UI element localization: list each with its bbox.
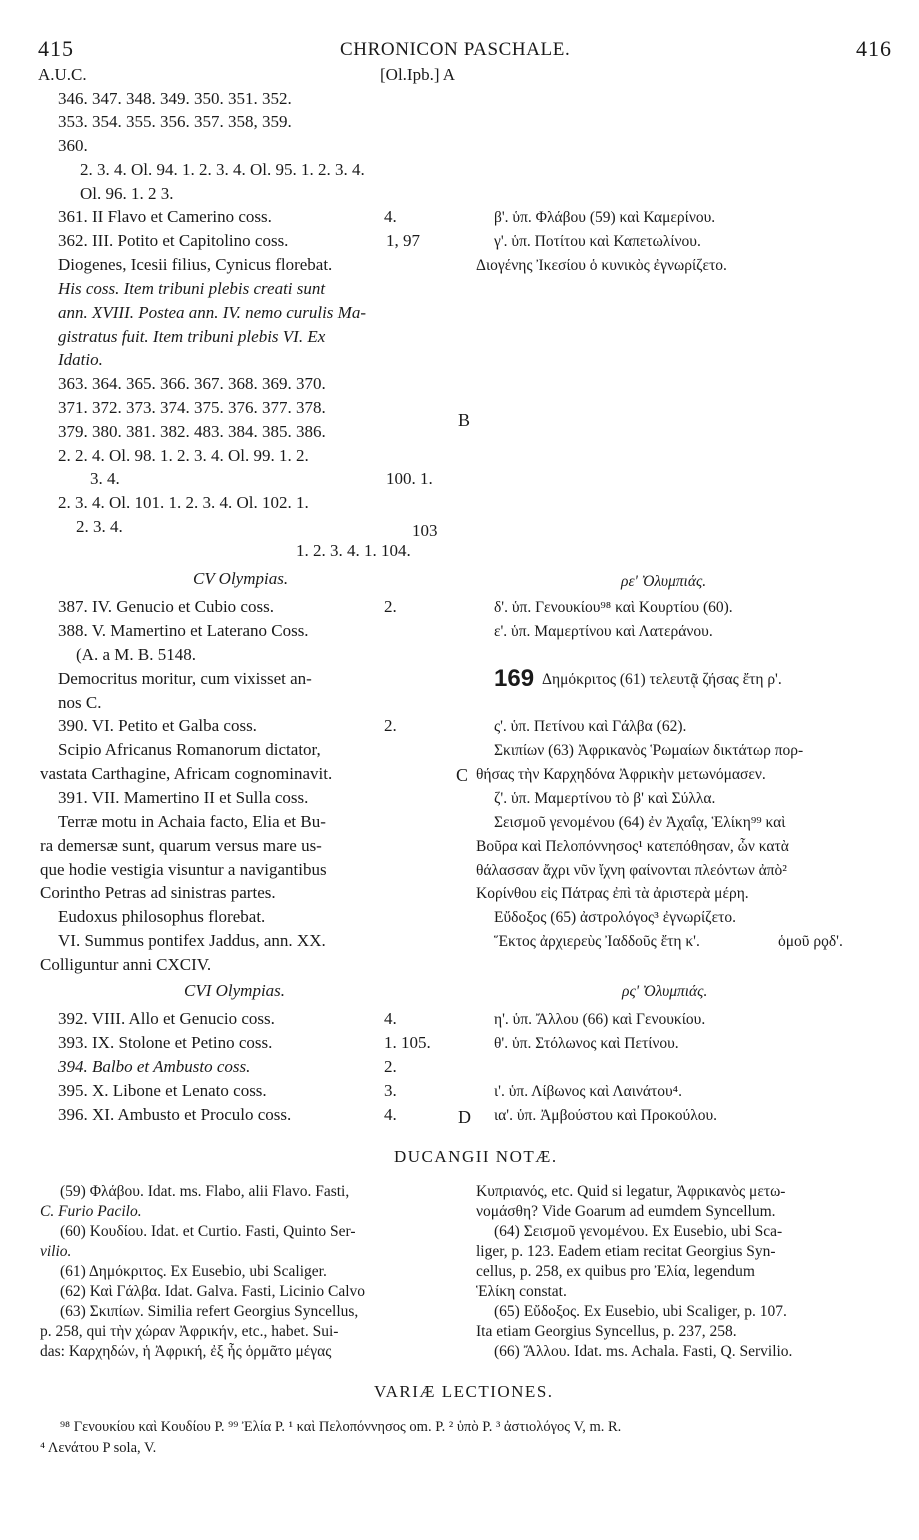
margin-letter-b: B: [458, 410, 471, 430]
greek-line: Διογένης Ἰκεσίου ὁ κυνικὸς ἐγνωρίζετο.: [476, 257, 727, 274]
olympiad-line: 2. 2. 4. Ol. 98. 1. 2. 3. 4. Ol. 99. 1. 2.: [58, 446, 309, 465]
olympiad-year: 2.: [384, 1057, 397, 1076]
olympiad-line: 3. 4.: [90, 469, 120, 488]
greek-line: Βοῦρα καὶ Πελοπόννησος¹ κατεπόθησαν, ὧν κατὰ: [476, 838, 789, 855]
margin-letter-c: C: [456, 765, 469, 785]
year-line: 363. 364. 365. 366. 367. 368. 369. 370.: [58, 374, 326, 393]
consul-entry: 388. V. Mamertino et Laterano Coss.: [58, 621, 309, 640]
note-line: das: Καρχηδών, ἡ Ἀφρική, ἐξ ἧς ὁρμᾶτο μέγας: [40, 1343, 332, 1360]
note-line: Ἑλίκη constat.: [476, 1283, 567, 1300]
year-line: 346. 347. 348. 349. 350. 351. 352.: [58, 89, 292, 108]
left-page-number: 415: [38, 36, 74, 61]
note-line: (59) Φλάβου. Idat. ms. Flabo, alii Flavo. Fasti,: [60, 1183, 350, 1200]
note-line: νομάσθη? Vide Goarum ad eumdem Syncellum.: [476, 1203, 776, 1220]
note-line: (65) Εὔδοξος. Ex Eusebio, ubi Scaliger, p. 107.: [494, 1303, 787, 1320]
greek-line: θ'. ὑπ. Στόλωνος καὶ Πετίνου.: [494, 1035, 679, 1052]
olympiad-year: 2.: [384, 716, 397, 735]
greek-line: Εὔδοξος (65) ἀστρολόγος³ ἐγνωρίζετο.: [494, 909, 736, 926]
olympiad-heading: CV Olympias.: [193, 569, 289, 588]
note-line: p. 258, qui τὴν χώραν Ἀφρικήν, etc., habet. Sui-: [40, 1323, 339, 1340]
olympiad-year: 3.: [384, 1081, 397, 1100]
greek-line: ι'. ὑπ. Λίβωνος καὶ Λαινάτου⁴.: [494, 1083, 682, 1100]
notes-heading: DUCANGII NOTÆ.: [394, 1147, 558, 1166]
variant-line: ⁴ Λενάτου P sola, V.: [40, 1440, 157, 1456]
text-line: VI. Summus pontifex Jaddus, ann. XX.: [58, 931, 326, 950]
text-line: gistratus fuit. Item tribuni plebis VI. Ex: [58, 327, 326, 346]
text-line: ann. XVIII. Postea ann. IV. nemo curulis Ma-: [58, 303, 366, 322]
olympiad-year: 100. 1.: [386, 469, 433, 488]
text-line: Corintho Petras ad sinistras partes.: [40, 883, 276, 902]
greek-line: γ'. ὑπ. Ποτίτου καὶ Καπετωλίνου.: [494, 233, 701, 250]
text-line: nos C.: [58, 693, 102, 712]
consul-entry: 395. X. Libone et Lenato coss.: [58, 1081, 267, 1100]
text-line: Terræ motu in Achaia facto, Elia et Bu-: [58, 812, 326, 831]
margin-letter-d: D: [458, 1107, 471, 1127]
text-line: vastata Carthagine, Africam cognominavit.: [40, 764, 333, 783]
greek-line: ὁμοῦ ρϙδ'.: [778, 933, 843, 950]
consul-entry: 396. XI. Ambusto et Proculo coss.: [58, 1105, 292, 1124]
consul-entry: 387. IV. Genucio et Cubio coss.: [58, 597, 274, 616]
note-line: (62) Καὶ Γάλβα. Idat. Galva. Fasti, Licinio Calvo: [60, 1283, 366, 1300]
greek-line: Δημόκριτος (61) τελευτᾷ ζήσας ἔτη ρ'.: [542, 671, 782, 688]
olympiad-line: 1. 2. 3. 4. 1. 104.: [296, 541, 411, 560]
text-line: Idatio.: [58, 350, 103, 369]
greek-line: β'. ὑπ. Φλάβου (59) καὶ Καμερίνου.: [494, 209, 716, 226]
greek-line: ια'. ὑπ. Ἀμβούστου καὶ Προκούλου.: [494, 1107, 718, 1124]
olympiad-year: 4.: [384, 207, 397, 226]
variant-line: ⁹⁸ Γενουκίου καὶ Κουδίου P. ⁹⁹ Ἐλία P. ¹ καὶ Πελοπόννησος om. P. ² ὑπὸ P. ³ ἀστιολόγος V, m. R.: [60, 1419, 622, 1435]
olympiad-line: Ol. 96. 1. 2 3.: [80, 184, 174, 203]
consul-entry: 393. IX. Stolone et Petino coss.: [58, 1033, 273, 1052]
consul-entry: 362. III. Potito et Capitolino coss.: [58, 231, 289, 250]
olympiad-heading: CVI Olympias.: [184, 981, 286, 1000]
greek-line: ζ'. ὑπ. Μαμερτίνου τὸ β' καὶ Σύλλα.: [494, 790, 716, 807]
text-line: Colliguntur anni CXCIV.: [40, 955, 212, 974]
olympiad-line: 2. 3. 4. Ol. 101. 1. 2. 3. 4. Ol. 102. 1.: [58, 493, 309, 512]
note-line: C. Furio Pacilo.: [40, 1203, 142, 1220]
edition-page-number: 169: [494, 665, 535, 692]
variants-heading: VARIÆ LECTIONES.: [374, 1382, 554, 1401]
consul-entry: 391. VII. Mamertino II et Sulla coss.: [58, 788, 309, 807]
text-line: His coss. Item tribuni plebis creati sunt: [58, 279, 326, 298]
text-line: (A. a M. B. 5148.: [76, 645, 196, 664]
year-line: 360.: [58, 136, 88, 155]
olympiad-year: 1, 97: [386, 231, 420, 250]
greek-line: θάλασσαν ἄχρι νῦν ἴχνη φαίνονται πλεόντων ἀπὸ²: [476, 862, 787, 879]
note-line: Κυπριανός, etc. Quid si legatur, Ἀφρικανὸς μετω-: [476, 1183, 786, 1200]
year-line: 379. 380. 381. 382. 483. 384. 385. 386.: [58, 422, 326, 441]
text-line: ra demersæ sunt, quarum versus mare us-: [40, 836, 322, 855]
greek-line: Κορίνθου εἰς Πάτρας ἐπὶ τὰ ἀριστερὰ μέρη.: [476, 885, 749, 902]
olympiad-heading-greek: ρς' Ὀλυμπιάς.: [622, 983, 708, 1000]
greek-line: δ'. ὑπ. Γενουκίου⁹⁸ καὶ Κουρτίου (60).: [494, 599, 733, 616]
greek-line: Σκιπίων (63) Ἀφρικανὸς Ῥωμαίων δικτάτωρ πορ-: [494, 742, 804, 759]
note-line: (60) Κουδίου. Idat. et Curtio. Fasti, Quinto Ser-: [60, 1223, 356, 1240]
consul-entry: 392. VIII. Allo et Genucio coss.: [58, 1009, 275, 1028]
olympiad-line: 2. 3. 4.: [76, 517, 123, 536]
year-line: 353. 354. 355. 356. 357. 358, 359.: [58, 112, 292, 131]
greek-line: ς'. ὑπ. Πετίνου καὶ Γάλβα (62).: [494, 718, 687, 735]
consul-entry: 390. VI. Petito et Galba coss.: [58, 716, 257, 735]
greek-line: ε'. ὑπ. Μαμερτίνου καὶ Λατεράνου.: [494, 623, 713, 640]
note-line: (61) Δημόκριτος. Ex Eusebio, ubi Scaliger.: [60, 1263, 327, 1280]
olympiad-year: 1. 105.: [384, 1033, 431, 1052]
note-line: (66) Ἄλλου. Idat. ms. Achala. Fasti, Q. Servilio.: [494, 1343, 793, 1360]
year-line: 371. 372. 373. 374. 375. 376. 377. 378.: [58, 398, 326, 417]
greek-line: Σεισμοῦ γενομένου (64) ἐν Ἀχαΐᾳ, Ἑλίκη⁹⁹ καὶ: [494, 814, 786, 831]
note-line: cellus, p. 258, ex quibus pro Ἐλία, legendum: [476, 1263, 755, 1280]
consul-entry: 361. II Flavo et Camerino coss.: [58, 207, 272, 226]
olympiad-year: 103: [412, 521, 438, 540]
running-title: CHRONICON PASCHALE.: [340, 39, 571, 60]
olympiad-year: 4.: [384, 1105, 397, 1124]
olympiad-heading-greek: ρε' Ὀλυμπιάς.: [621, 573, 707, 590]
greek-line: η'. ὑπ. Ἄλλου (66) καὶ Γενουκίου.: [494, 1011, 706, 1028]
greek-line: θήσας τὴν Καρχηδόνα Ἀφρικὴν μετωνόμασεν.: [476, 766, 766, 783]
text-line: que hodie vestigia visuntur a navigantibus: [40, 860, 327, 879]
text-line: Scipio Africanus Romanorum dictator,: [58, 740, 321, 759]
note-line: liger, p. 123. Eadem etiam recitat Georgius Syn-: [476, 1243, 776, 1260]
olympiad-year: 4.: [384, 1009, 397, 1028]
auc-label: A.U.C.: [38, 65, 87, 84]
note-line: Ita etiam Georgius Syncellus, p. 237, 258.: [476, 1323, 737, 1340]
olympiad-header: [Ol.Ipb.] A: [380, 65, 456, 84]
text-line: Eudoxus philosophus florebat.: [58, 907, 266, 926]
note-line: (64) Σεισμοῦ γενομένου. Ex Eusebio, ubi Sca-: [494, 1223, 783, 1240]
consul-entry: 394. Balbo et Ambusto coss.: [58, 1057, 251, 1076]
olympiad-year: 2.: [384, 597, 397, 616]
olympiad-line: 2. 3. 4. Ol. 94. 1. 2. 3. 4. Ol. 95. 1. 2. 3. 4.: [80, 160, 365, 179]
text-line: Democritus moritur, cum vixisset an-: [58, 669, 312, 688]
note-line: vilio.: [40, 1243, 72, 1260]
text-line: Diogenes, Icesii filius, Cynicus florebat.: [58, 255, 333, 274]
note-line: (63) Σκιπίων. Similia refert Georgius Syncellus,: [60, 1303, 359, 1320]
greek-line: Ἕκτος ἀρχιερεὺς Ἰαδδοῦς ἔτη κ'.: [494, 933, 700, 950]
right-page-number: 416: [856, 36, 892, 61]
